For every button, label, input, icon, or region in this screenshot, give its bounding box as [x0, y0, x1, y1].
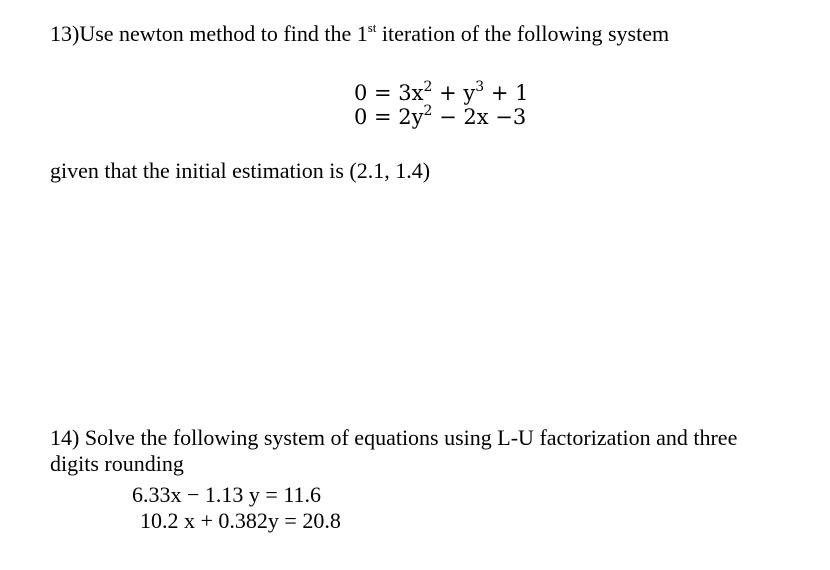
q14-title-line-1: 14) Solve the following system of equations using L-U factorization and three [50, 425, 738, 450]
q14-equation-2: 10.2 x + 0.382y = 20.8 [140, 508, 341, 533]
q14-title-line-2: digits rounding [50, 451, 184, 476]
q13-given-text: given that the initial estimation is (2.1, 1.4) [50, 158, 431, 183]
q14-equation-1: 6.33x − 1.13 y = 11.6 [132, 482, 321, 507]
q13-title-suffix: iteration of the following system [376, 21, 670, 46]
q13-equation-1: $0 = 3x^2 + y^3 + 1$ [354, 79, 529, 105]
q13-equation-2: $0 = 2y^2 - 2x -3$ [354, 103, 527, 129]
q13-ordinal-suffix: st [367, 20, 377, 35]
q13-title-prefix: 13)Use newton method to find the 1 [50, 21, 368, 46]
q13-title [50, 21, 669, 47]
